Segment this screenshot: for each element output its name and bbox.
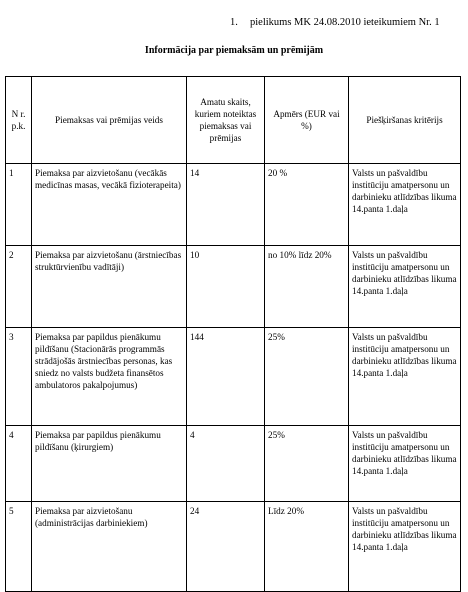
table-header-row bbox=[6, 77, 461, 164]
cell-type: Piemaksa par papildus pienākumu pildīšanu (ķirurgiem) bbox=[32, 426, 187, 502]
cell-type: Piemaksa par aizvietošanu (administrācijas darbiniekiem) bbox=[32, 502, 187, 592]
cell-criterion: Valsts un pašvaldību institūciju amatpersonu un darbinieku atlīdzības likuma 14.panta 1.daļa bbox=[349, 328, 461, 426]
table-row bbox=[6, 246, 461, 328]
cell-count: 144 bbox=[187, 328, 265, 426]
cell-criterion: Valsts un pašvaldību institūciju amatpersonu un darbinieku atlīdzības likuma 14.panta 1.daļa bbox=[349, 502, 461, 592]
cell-type: Piemaksa par papildus pienākumu pildīšanu (Stacionārās programmās strādājošās ārstniecības personas, kas sniedz no valsts budžeta finansētos ambulatoros pakalpojumus) bbox=[32, 328, 187, 426]
cell-count: 14 bbox=[187, 164, 265, 246]
column-header-type: Piemaksas vai prēmijas veids bbox=[32, 77, 187, 164]
table-row bbox=[6, 164, 461, 246]
bonuses-table bbox=[5, 76, 461, 592]
cell-criterion: Valsts un pašvaldību institūciju amatpersonu un darbinieku atlīdzības likuma 14.panta 1.daļa bbox=[349, 164, 461, 246]
cell-count: 4 bbox=[187, 426, 265, 502]
column-header-criterion: Piešķiršanas kritērijs bbox=[349, 77, 461, 164]
cell-amount: 25% bbox=[265, 328, 349, 426]
cell-amount: Līdz 20% bbox=[265, 502, 349, 592]
annex-number: 1. bbox=[230, 17, 238, 28]
document-title: Informācija par piemaksām un prēmijām bbox=[144, 45, 324, 56]
cell-criterion: Valsts un pašvaldību institūciju amatpersonu un darbinieku atlīdzības likuma 14.panta 1.daļa bbox=[349, 426, 461, 502]
column-header-count: Amatu skaits, kuriem noteiktas piemaksas vai prēmijas bbox=[187, 77, 265, 164]
table-row bbox=[6, 426, 461, 502]
cell-nr: 3 bbox=[6, 328, 32, 426]
cell-nr: 2 bbox=[6, 246, 32, 328]
cell-amount: 25% bbox=[265, 426, 349, 502]
cell-amount: 20 % bbox=[265, 164, 349, 246]
cell-count: 10 bbox=[187, 246, 265, 328]
cell-type: Piemaksa par aizvietošanu (vecākās medicīnas masas, vecākā fizioterapeita) bbox=[32, 164, 187, 246]
cell-count: 24 bbox=[187, 502, 265, 592]
cell-nr: 4 bbox=[6, 426, 32, 502]
table-row bbox=[6, 328, 461, 426]
annex-reference: pielikums MK 24.08.2010 ieteikumiem Nr. 1 bbox=[250, 17, 440, 28]
column-header-amount: Apmērs (EUR vai %) bbox=[265, 77, 349, 164]
column-header-nr: N r. p.k. bbox=[6, 77, 32, 164]
cell-amount: no 10% līdz 20% bbox=[265, 246, 349, 328]
cell-nr: 1 bbox=[6, 164, 32, 246]
cell-type: Piemaksa par aizvietošanu (ārstniecības struktūrvienību vadītāji) bbox=[32, 246, 187, 328]
cell-nr: 5 bbox=[6, 502, 32, 592]
table-row bbox=[6, 502, 461, 592]
cell-criterion: Valsts un pašvaldību institūciju amatpersonu un darbinieku atlīdzības likuma 14.panta 1.daļa bbox=[349, 246, 461, 328]
